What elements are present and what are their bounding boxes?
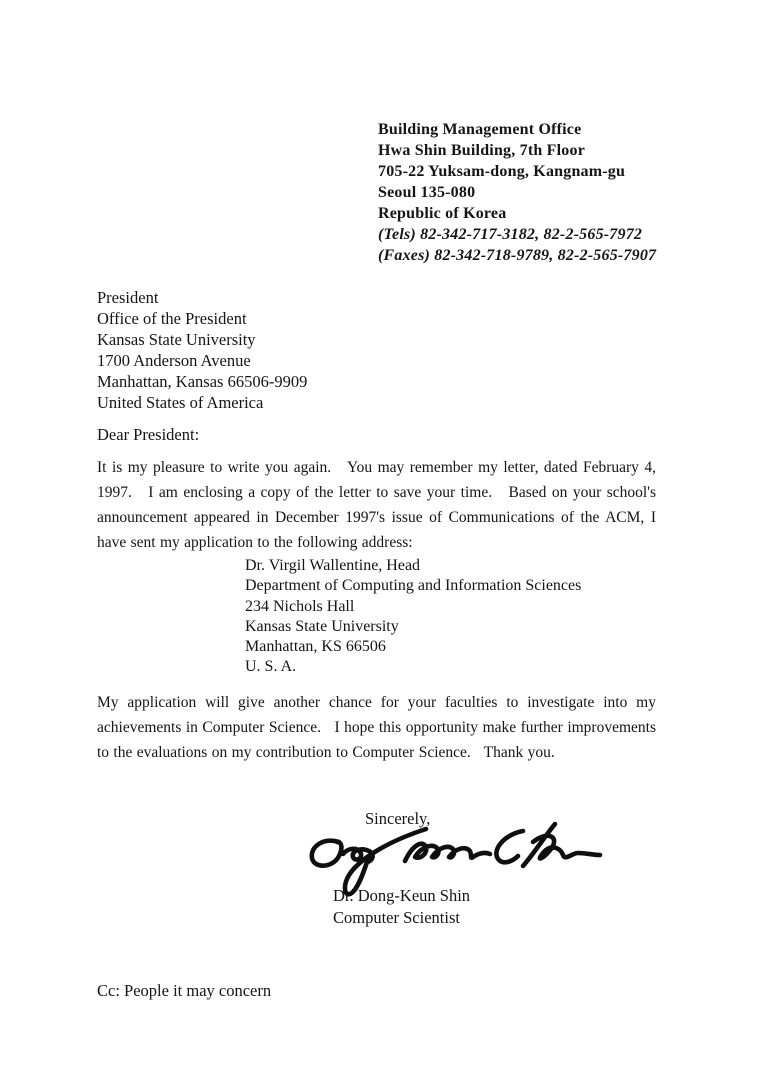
- signer-block: [333, 885, 470, 928]
- recipient-line: Kansas State University: [97, 330, 256, 349]
- sender-tel-line: (Tels) 82-342-717-3182, 82-2-565-7972: [378, 226, 643, 243]
- signer-title: Computer Scientist: [333, 907, 460, 927]
- cc-line: Cc: People it may concern: [97, 981, 272, 1000]
- recipient-line: President: [97, 288, 159, 307]
- recipient-address-block: [97, 287, 307, 413]
- recipient-line: Office of the President: [97, 309, 247, 328]
- sender-line: Republic of Korea: [378, 205, 507, 222]
- forwarded-address-line: Department of Computing and Information Sciences: [245, 577, 582, 595]
- sender-line: Building Management Office: [378, 121, 582, 138]
- recipient-line: United States of America: [97, 393, 264, 412]
- recipient-line: 1700 Anderson Avenue: [97, 351, 251, 370]
- forwarded-address-line: Manhattan, KS 66506: [245, 638, 386, 656]
- signer-name: Dr. Dong-Keun Shin: [333, 886, 471, 905]
- forwarded-address-block: [245, 556, 581, 678]
- body-paragraph-2: My application will give another chance for your faculties to investigate into my achievements in Computer Science. I hope this opportunity make further improvements to the evaluations on my contribution to Computer Science. Thank you.: [97, 694, 661, 761]
- recipient-line: Manhattan, Kansas 66506-9909: [97, 372, 308, 391]
- sender-address-block: [378, 119, 656, 266]
- forwarded-address-line: U. S. A.: [245, 658, 297, 676]
- sender-fax-line: (Faxes) 82-342-718-9789, 82-2-565-7907: [378, 247, 657, 264]
- salutation: Dear President:: [97, 425, 200, 444]
- sender-line: Hwa Shin Building, 7th Floor: [378, 142, 585, 159]
- forwarded-address-line: 234 Nichols Hall: [245, 597, 355, 615]
- sender-line: 705-22 Yuksam-dong, Kangnam-gu: [378, 163, 626, 180]
- sender-line: Seoul 135-080: [378, 184, 476, 201]
- forwarded-address-line: Dr. Virgil Wallentine, Head: [245, 557, 421, 574]
- body-paragraph-1: It is my pleasure to write you again. You may remember my letter, dated February 4, 1997. I am enclosing a copy of the letter to save your time. Based on your school's announcement appeared in December 1997's issue of Communications of the ACM, I have sent my application to the following address:: [97, 459, 661, 551]
- closing-salutation: Sincerely,: [365, 809, 431, 828]
- forwarded-address-line: Kansas State University: [245, 617, 399, 635]
